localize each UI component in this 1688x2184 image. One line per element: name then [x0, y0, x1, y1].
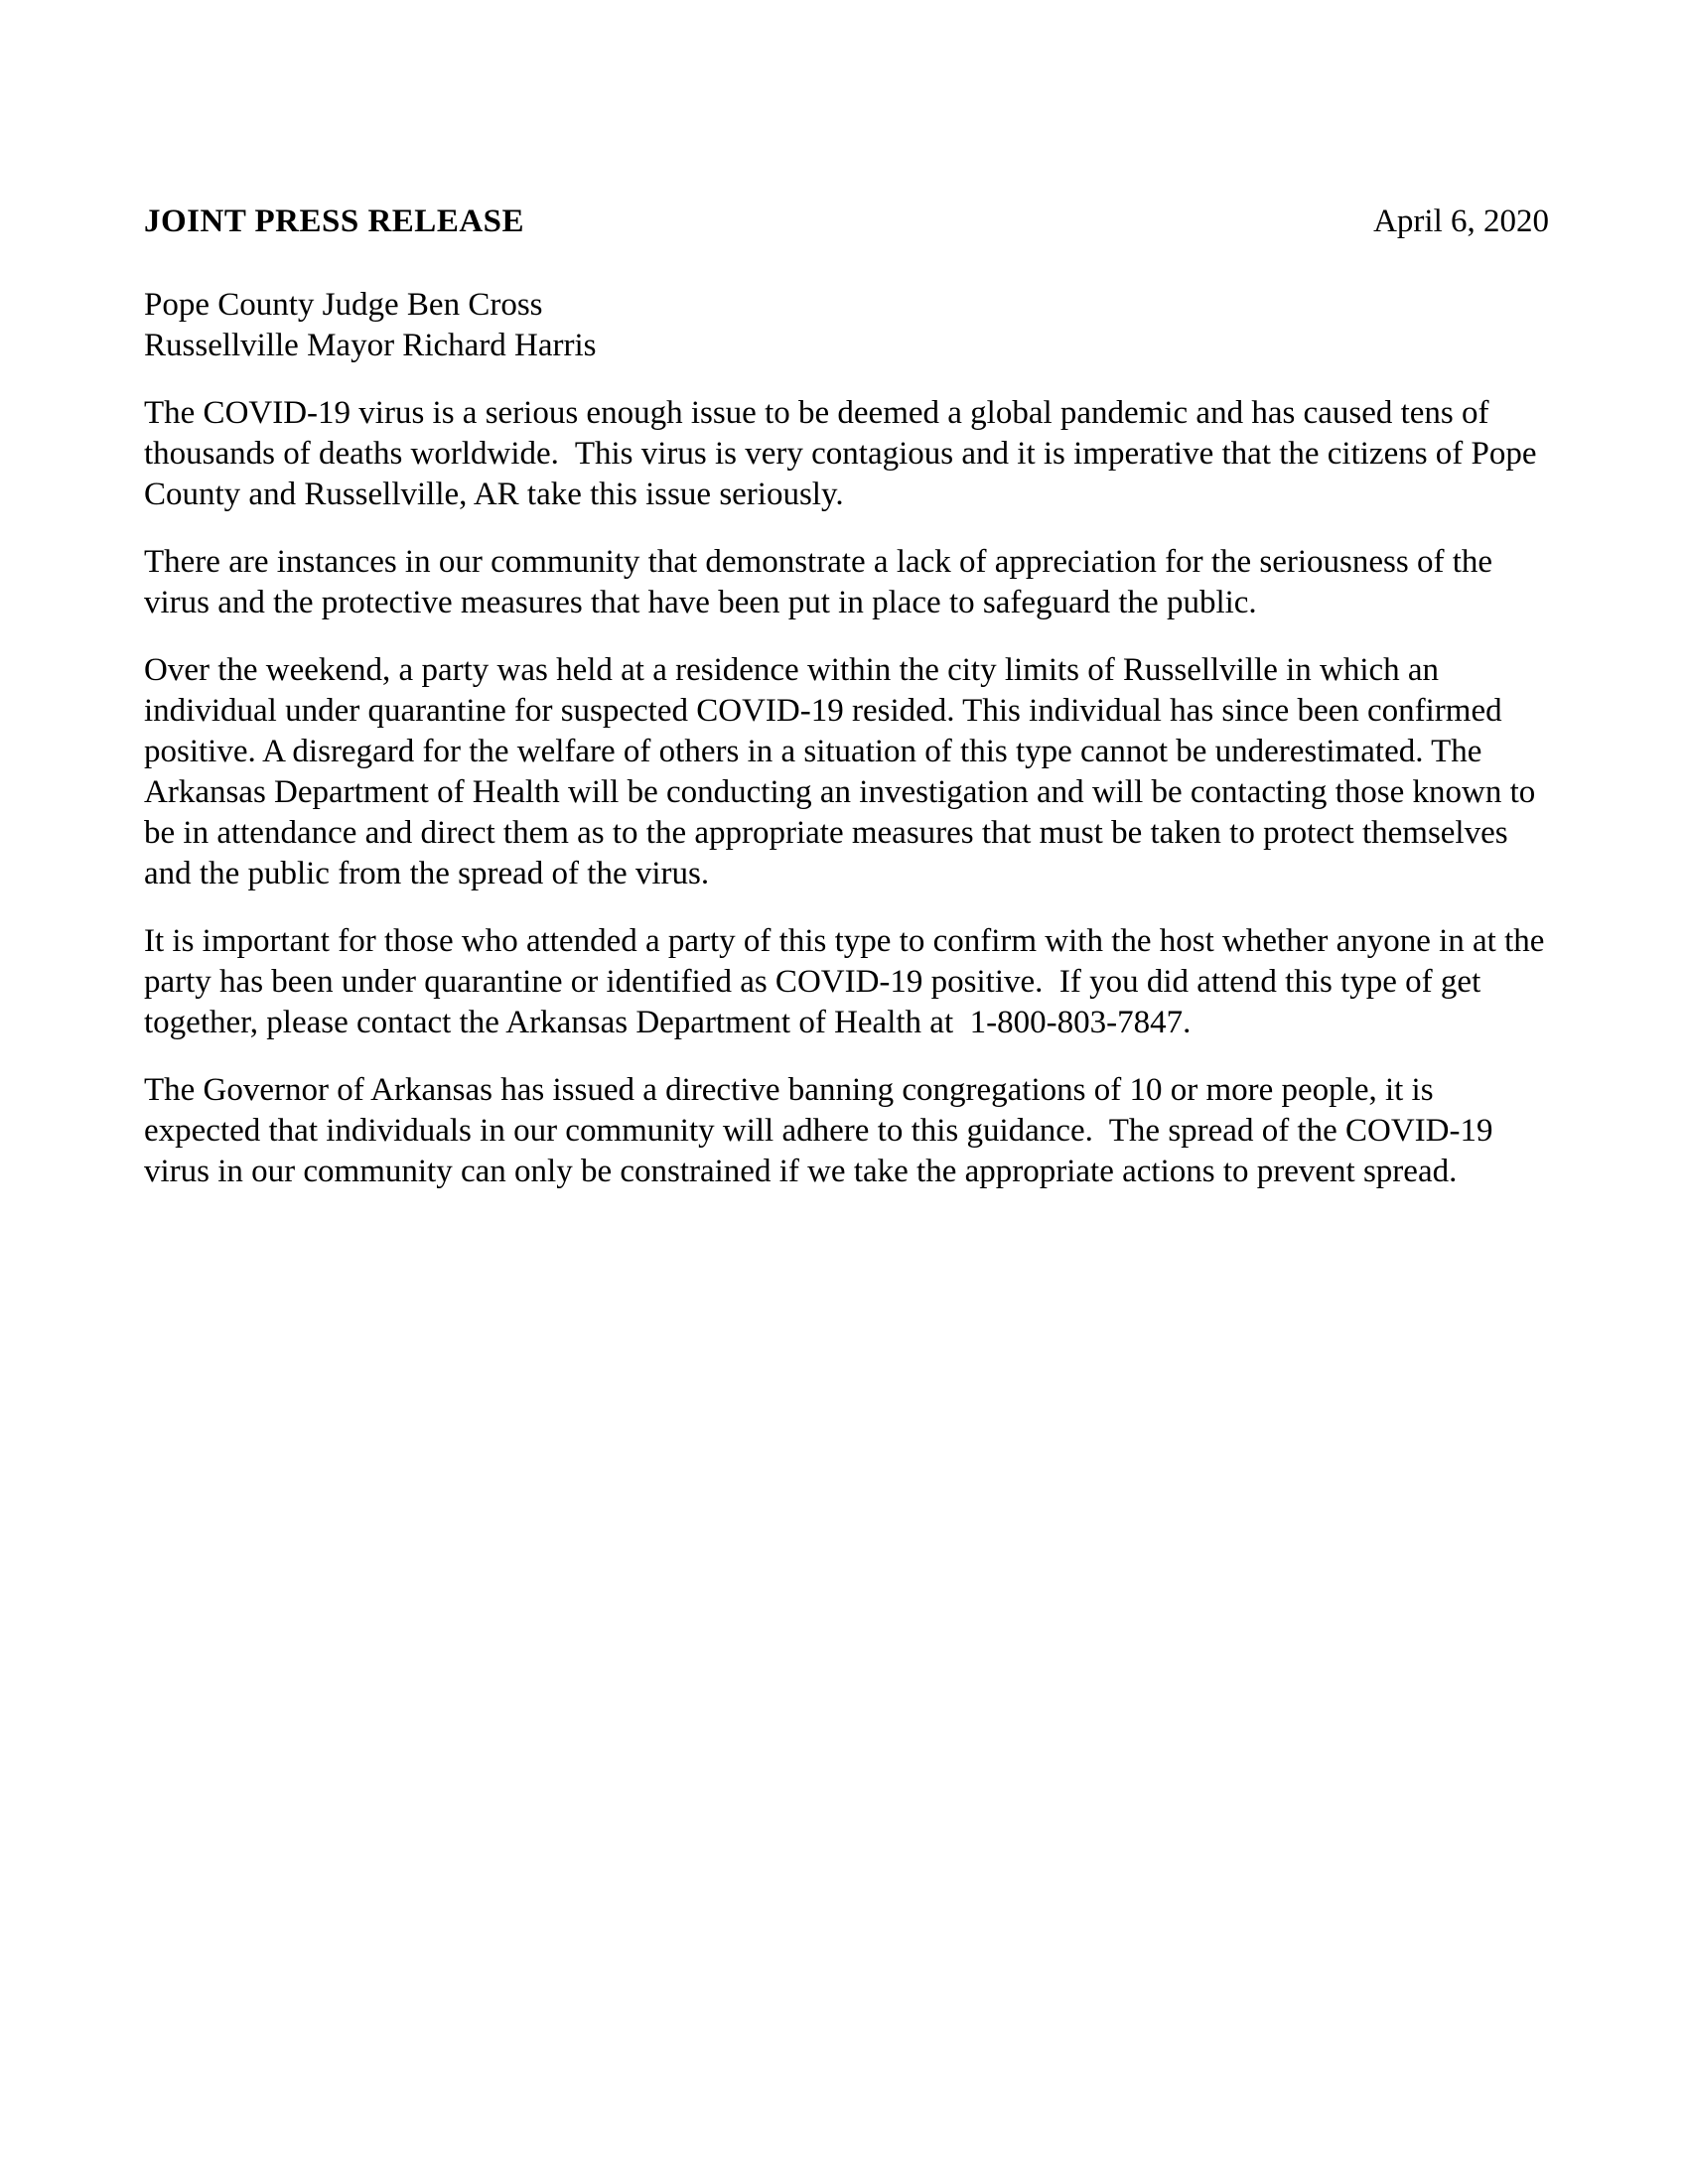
paragraph-weekend-party: Over the weekend, a party was held at a residence within the city limits of Russellville in which an individual under quarantine for suspected COVID-19 resided. This individual has since been confirmed positive. A disregard for the welfare of others in a situation of this type cannot be underestimated. The Arkansas Department of Health will be conducting an investigation and will be contacting those known to be in attendance and direct them as to the appropriate measures that must be taken to protect themselves and the public from the spread of the virus.: [144, 652, 1544, 891]
author-line-mayor: Russellville Mayor Richard Harris: [144, 328, 597, 363]
document-body: [144, 393, 1553, 1192]
author-lines: [144, 285, 1549, 366]
paragraph-attendee-guidance: It is important for those who attended a party of this type to confirm with the host whether anyone in at the party has been under quarantine or identified as COVID-19 positive. If you did attend this type of get together, please contact the Arkansas Department of Health at 1-800-803-7847.: [144, 923, 1553, 1040]
paragraph-pandemic-serious: The COVID-19 virus is a serious enough issue to be deemed a global pandemic and has caused tens of thousands of deaths worldwide. This virus is very contagious and it is imperative that the citizens of Pope County and Russellville, AR take this issue seriously.: [144, 395, 1545, 512]
document-header: [144, 202, 1549, 242]
paragraph-community-instances: There are instances in our community that demonstrate a lack of appreciation for the seriousness of the virus and the protective measures that have been put in place to safeguard the public.: [144, 544, 1501, 620]
author-line-judge: Pope County Judge Ben Cross: [144, 287, 543, 323]
document-title: JOINT PRESS RELEASE: [144, 204, 525, 239]
document-date: April 6, 2020: [1373, 204, 1549, 239]
paragraph-governor-directive: The Governor of Arkansas has issued a directive banning congregations of 10 or more people, it is expected that individuals in our community will adhere to this guidance. The spread of the COVID-19 virus in our community can only be constrained if we take the appropriate actions to prevent spread.: [144, 1072, 1501, 1189]
